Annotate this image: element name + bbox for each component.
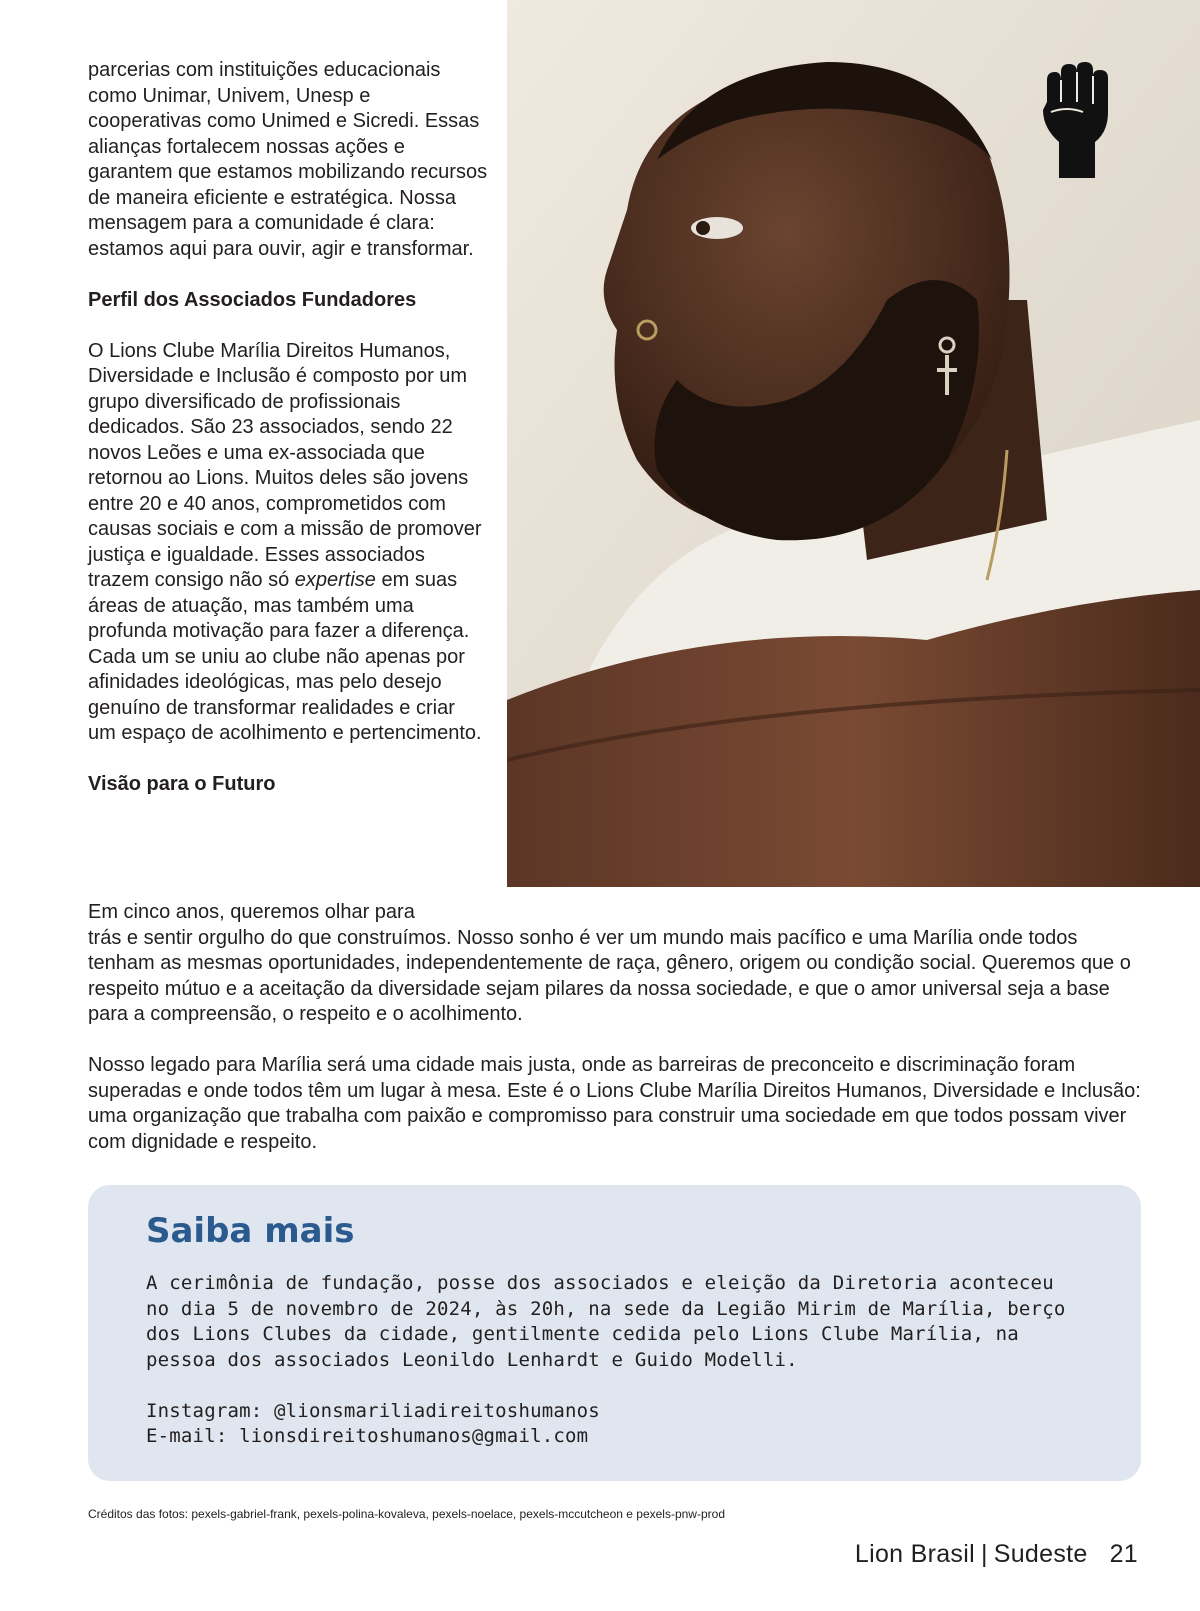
vision-heading: Visão para o Futuro (88, 773, 276, 795)
saiba-mais-body (146, 1271, 1083, 1450)
page-number: 21 (1109, 1540, 1138, 1568)
saiba-mais-box (88, 1185, 1141, 1481)
publication-name: Lion Brasil (854, 1540, 975, 1568)
legacy-paragraph: Nosso legado para Marília será uma cidade mais justa, onde as barreiras de preconceito e discriminação foram superadas e onde todos têm um lugar à mesa. Este é o Lions Clube Marília Direitos Humanos, Diversidade e Inclusão: uma organização que trabalha com paixão e compromisso para construir uma sociedade em que todos possam viver com dignidade e respeito. (88, 1054, 1141, 1153)
profile-text-emphasis: expertise (294, 569, 376, 591)
profile-text-after: em suas áreas de atuação, mas também uma profunda motivação para fazer a diferença. Cada um se uniu ao clube não apenas por afinidades ideológicas, mas pelo desejo genuíno de transformar realidades e criar um espaço de acolhimento e pertencimento. (88, 569, 482, 744)
footer-separator: | (980, 1540, 988, 1568)
email-line[interactable]: E-mail: lionsdireitoshumanos@gmail.com (146, 1425, 589, 1447)
vision-rest: trás e sentir orgulho do que construímos. Nosso sonho é ver um mundo mais pacífico e uma Marília onde todos tenham as mesmas oportunidades, independentemente de raça, gênero, origem ou condição social. Queremos que o respeito mútuo e a aceitação da diversidade sejam pilares da nossa sociedade, e que o amor universal seja a base para a compreensão, o respeito e o acolhimento. (88, 926, 1131, 1025)
profile-text-before: O Lions Clube Marília Direitos Humanos, Diversidade e Inclusão é composto por um grupo diversificado de profissionais dedicados. São 23 associados, sendo 22 novos Leões e uma ex-associada que retornou ao Lions. Muitos deles são jovens entre 20 e 40 anos, comprometidos com causas sociais e com a missão de promover justiça e igualdade. Esses associados trazem consigo não só (88, 339, 482, 591)
instagram-line[interactable]: Instagram: @lionsmariliadireitoshumanos (146, 1399, 600, 1422)
saiba-mais-title: Saiba mais (146, 1211, 355, 1251)
wide-text-block (88, 900, 1148, 1155)
vision-first-line: Em cinco anos, queremos olhar para (88, 901, 415, 923)
intro-paragraph: parcerias com instituições educacionais como Unimar, Univem, Unesp e cooperativas como Unimed e Sicredi. Essas alianças fortalecem nossas ações e garantem que estamos mobilizando recursos de maneira eficiente e estratégica. Nossa mensagem para a comunidade é clara: estamos aqui para ouvir, agir e transformar. (88, 59, 488, 260)
profile-paragraph (88, 339, 488, 747)
vision-paragraph (88, 900, 1148, 1028)
left-column-text (88, 58, 488, 798)
portrait-photo (507, 0, 1200, 887)
photo-credits: Créditos das fotos: pexels-gabriel-frank, pexels-polina-kovaleva, pexels-noelace, pexels-mccutcheon e pexels-pnw-prod (88, 1507, 725, 1521)
ceremony-paragraph: A cerimônia de fundação, posse dos associados e eleição da Diretoria aconteceu no dia 5 de novembro de 2024, às 20h, na sede da Legião Mirim de Marília, berço dos Lions Clubes da cidade, gentilmente cedida pelo Lions Clube Marília, na pessoa dos associados Leonildo Lenhardt e Guido Modelli. (146, 1272, 1066, 1371)
profile-heading: Perfil dos Associados Fundadores (88, 288, 417, 311)
page-footer (855, 1540, 1138, 1569)
section-name: Sudeste (993, 1540, 1088, 1568)
